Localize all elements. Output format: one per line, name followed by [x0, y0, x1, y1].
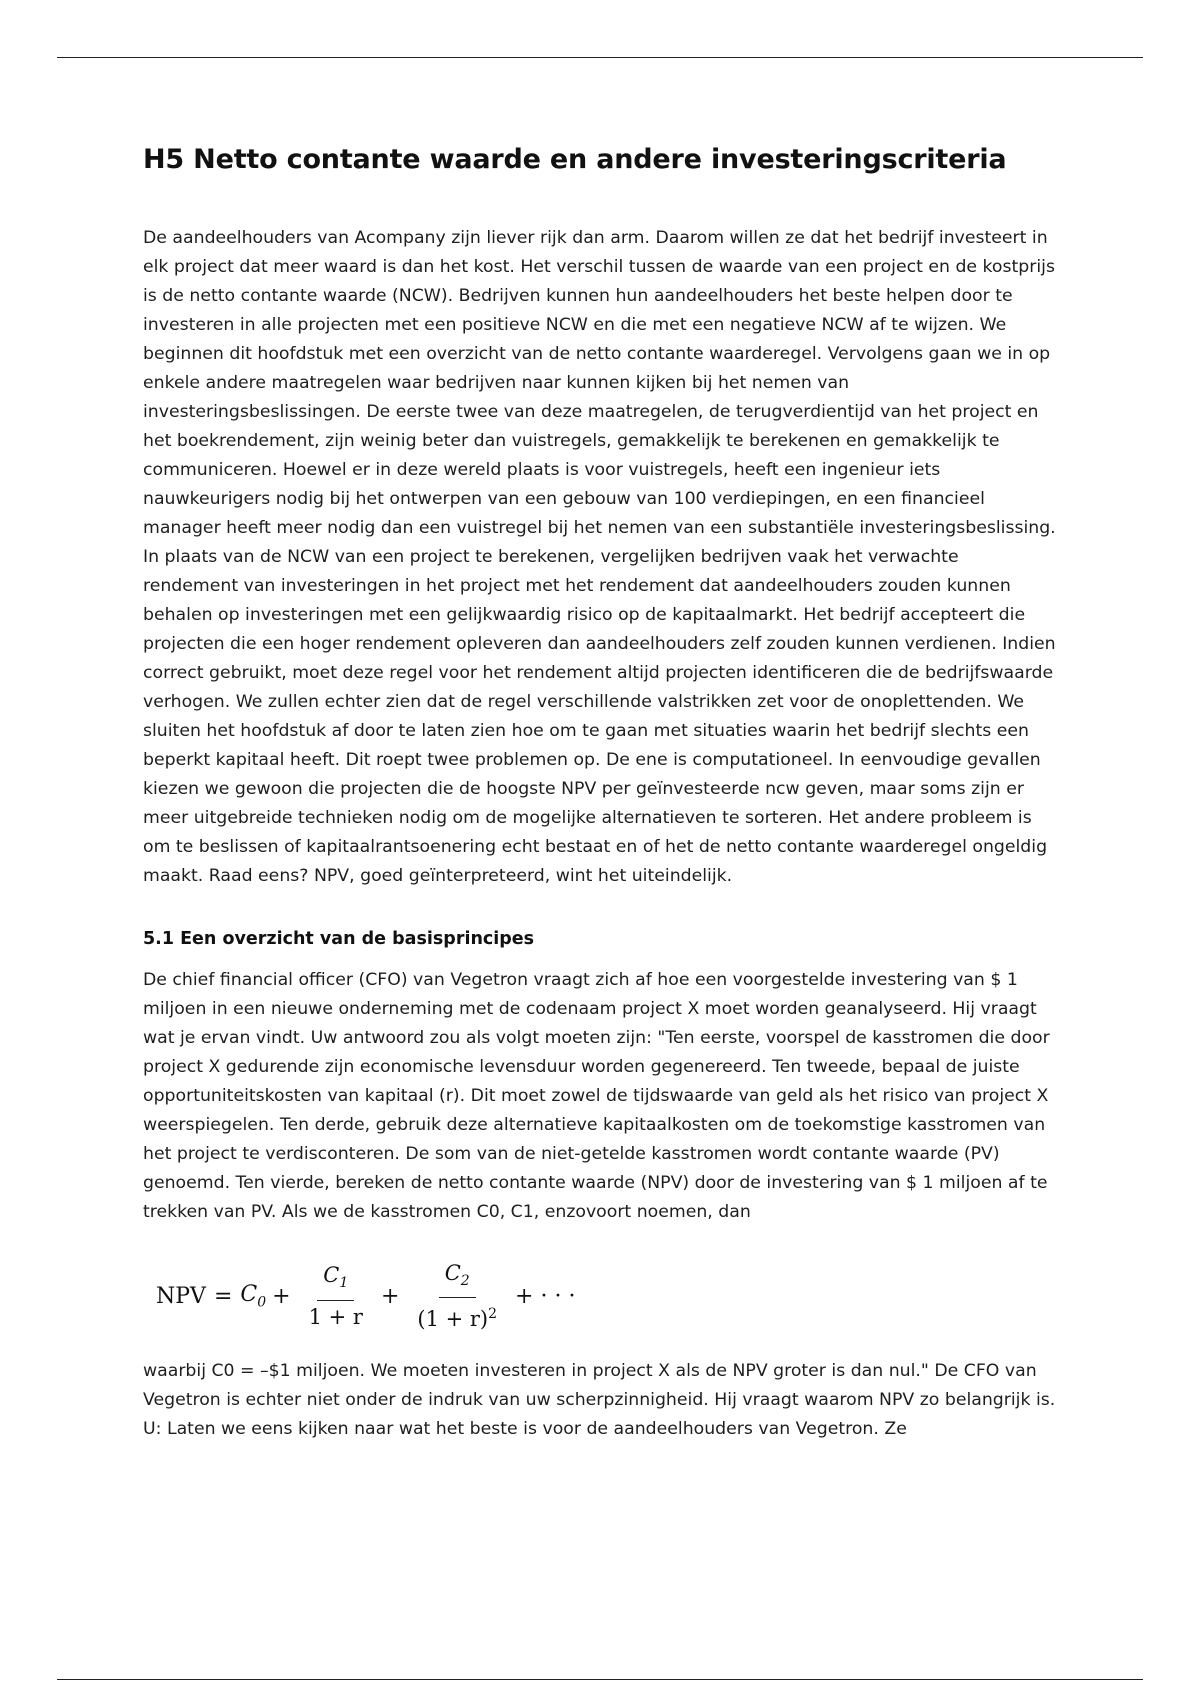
section-heading: 5.1 Een overzicht van de basisprincipes — [143, 929, 535, 949]
document-body — [143, 140, 1058, 1444]
intro-paragraph: De aandeelhouders van Acompany zijn liever rijk dan arm. Daarom willen ze dat het bedrijf investeert in elk project dat meer waard is dan het kost. Het verschil tussen de waarde van een project en de kostprijs is de netto contante waarde (NCW). Bedrijven kunnen hun aandeelhouders het beste helpen door te investeren in alle projecten met een positieve NCW en die met een negatieve NCW af te wijzen. We beginnen dit hoofdstuk met een overzicht van de netto contante waarderegel. Vervolgens gaan we in op enkele andere maatregelen waar bedrijven naar kunnen kijken bij het nemen van investeringsbeslissingen. De eerste twee van deze maatregelen, de terugverdientijd van het project en het boekrendement, zijn weinig beter dan vuistregels, gemakkelijk te berekenen en gemakkelijk te communiceren. Hoewel er in deze wereld plaats is voor vuistregels, heeft een ingenieur iets nauwkeurigers nodig bij het ontwerpen van een gebouw van 100 verdiepingen, en een financieel manager heeft meer nodig dan een vuistregel bij het nemen van een substantiële investeringsbeslissing. In plaats van de NCW van een project te berekenen, vergelijken bedrijven vaak het verwachte rendement van investeringen in het project met het rendement dat aandeelhouders zouden kunnen behalen op investeringen met een gelijkwaardig risico op de kapitaalmarkt. Het bedrijf accepteert die projecten die een hoger rendement opleveren dan aandeelhouders zelf zouden kunnen verdienen. Indien correct gebruikt, moet deze regel voor het rendement altijd projecten identificeren die de bedrijfswaarde verhogen. We zullen echter zien dat de regel verschillende valstrikken zet voor de onoplettenden. We sluiten het hoofdstuk af door te laten zien hoe om te gaan met situaties waarin het bedrijf slechts een beperkt kapitaal heeft. Dit roept twee problemen op. De ene is computationeel. In eenvoudige gevallen kiezen we gewoon die projecten die de hoogste NPV per geïnvesteerde ncw geven, maar soms zijn er meer uitgebreide technieken nodig om de mogelijke alternatieven te sorteren. Het andere probleem is om te beslissen of kapitaalrantsoenering echt bestaat en of het de netto contante waarderegel ongeldig maakt. Raad eens? NPV, goed geïnterpreteerd, wint het uiteindelijk. — [143, 228, 1056, 886]
formula-c0: $C_0$ — [240, 1281, 267, 1311]
fraction-2-denominator: $(1 + r)^2$ — [417, 1306, 498, 1332]
formula-lhs: NPV — [156, 1283, 206, 1309]
footer-rule — [57, 1679, 1143, 1680]
chapter-title: H5 Netto contante waarde en andere investeringscriteria — [143, 144, 1007, 175]
formula-equals: = — [213, 1283, 233, 1309]
fraction-1-denominator: 1 + r — [308, 1304, 363, 1329]
npv-formula — [156, 1259, 1058, 1333]
formula-plus-1: + — [272, 1283, 291, 1309]
formula-fraction-1 — [303, 1261, 369, 1330]
formula-plus-2: + — [380, 1283, 400, 1309]
fraction-2-numerator: $C_2$ — [439, 1259, 476, 1298]
formula-tail: + · · · — [515, 1283, 576, 1309]
header-rule — [57, 57, 1143, 58]
after-formula-paragraph: waarbij C0 = –$1 miljoen. We moeten investeren in project X als de NPV groter is dan nul." De CFO van Vegetron is echter niet onder de indruk van uw scherpzinnigheid. Hij vraagt waarom NPV zo belangrijk is. U: Laten we eens kijken naar wat het beste is voor de aandeelhouders van Vegetron. Ze — [143, 1361, 1056, 1439]
section-paragraph: De chief financial officer (CFO) van Vegetron vraagt zich af hoe een voorgestelde investering van $ 1 miljoen in een nieuwe onderneming met de codenaam project X moet worden geanalyseerd. Hij vraagt wat je ervan vindt. Uw antwoord zou als volgt moeten zijn: "Ten eerste, voorspel de kasstromen die door project X gedurende zijn economische levensduur worden gegenereerd. Ten tweede, bepaal de juiste opportuniteitskosten van kapitaal (r). Dit moet zowel de tijdswaarde van geld als het risico van project X weerspiegelen. Ten derde, gebruik deze alternatieve kapitaalkosten om de toekomstige kasstromen van het project te verdisconteren. De som van de niet-getelde kasstromen wordt contante waarde (PV) genoemd. Ten vierde, bereken de netto contante waarde (NPV) door de investering van $ 1 miljoen af te trekken van PV. Als we de kasstromen C0, C1, enzovoort noemen, dan — [143, 970, 1050, 1222]
fraction-1-numerator: $C_1$ — [317, 1261, 354, 1300]
formula-fraction-2 — [411, 1259, 503, 1333]
